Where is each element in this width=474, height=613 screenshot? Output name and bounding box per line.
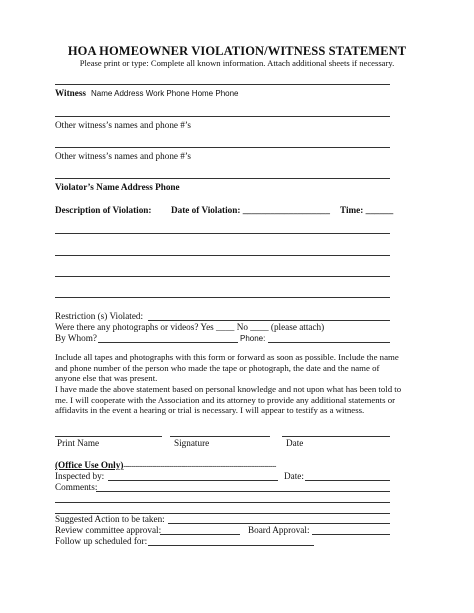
photos-question: Were there any photographs or videos? Yes ____ No ____ (please attach) [55,322,325,332]
date-label: Date [286,438,304,448]
form-title: HOA HOMEOWNER VIOLATION/WITNESS STATEMENT [67,44,407,58]
follow-up-label: Follow up scheduled for: [55,536,148,546]
suggested-action-label: Suggested Action to be taken: [55,514,165,524]
description-line-2[interactable] [55,255,390,256]
other-witness-label-2: Other witness’s names and phone #’s [55,151,192,161]
by-whom-label: By Whom? [55,333,97,343]
other-witness-line-2[interactable] [55,178,390,179]
date-of-violation-label: Date of Violation: ___________________ [171,205,330,215]
comments-line-1[interactable] [96,491,390,492]
form-instructions: Please print or type: Complete all known information. Attach additional sheets if necessary. [79,58,395,68]
print-name-line[interactable] [55,436,162,437]
inspected-by-line[interactable] [108,480,278,481]
board-approval-label: Board Approval: [248,525,310,535]
signature-label: Signature [174,438,210,448]
restriction-violated-label: Restriction (s) Violated: [55,311,144,321]
office-use-title: (Office Use Only) [55,460,124,470]
signature-line[interactable] [170,436,270,437]
office-date-label: Date: [284,471,304,481]
restriction-line[interactable] [148,320,390,321]
follow-up-line[interactable] [148,545,314,546]
office-use-heading [55,460,276,470]
top-rule [55,84,390,85]
office-date-line[interactable] [305,480,390,481]
review-committee-label: Review committee approval: [55,525,162,535]
instructions-paragraph: Include all tapes and photographs with this form or forward as soon as possible. Include the name and phone number of the person who made the tape or photograph, the date and the name of anyone else that was present. [55,352,399,384]
witness-fields-label: Name Address Work Phone Home Phone [91,89,239,98]
other-witness-line-1[interactable] [55,147,390,148]
print-name-label: Print Name [57,438,100,448]
comments-line-2[interactable] [55,502,390,503]
review-committee-line[interactable] [160,534,240,535]
description-of-violation-label: Description of Violation: [55,205,152,215]
time-label: Time: ______ [340,205,394,215]
inspected-by-label: Inspected by: [55,471,105,481]
comments-label: Comments: [55,482,98,492]
board-approval-line[interactable] [312,534,390,535]
witness-line[interactable] [55,116,390,117]
phone-label: Phone: [240,334,266,343]
office-use-dashes: ------------------------------------------------------------------------------- [123,462,276,470]
description-line-3[interactable] [55,276,390,277]
attestation-paragraph: I have made the above statement based on personal knowledge and not upon what has been told to me. I will cooperate with the Association and its attorney to provide any additional statements or affidavits in the event a hearing or trial is necessary. I will appear to testify as a witness. [55,384,402,416]
phone-line[interactable] [268,342,390,343]
description-line-4[interactable] [55,297,390,298]
suggested-action-line[interactable] [168,523,390,524]
witness-label: Witness [55,88,86,98]
description-line-1[interactable] [55,233,390,234]
by-whom-line[interactable] [98,342,238,343]
other-witness-label-1: Other witness’s names and phone #’s [55,120,192,130]
violator-label: Violator’s Name Address Phone [55,182,180,192]
date-line[interactable] [282,436,390,437]
